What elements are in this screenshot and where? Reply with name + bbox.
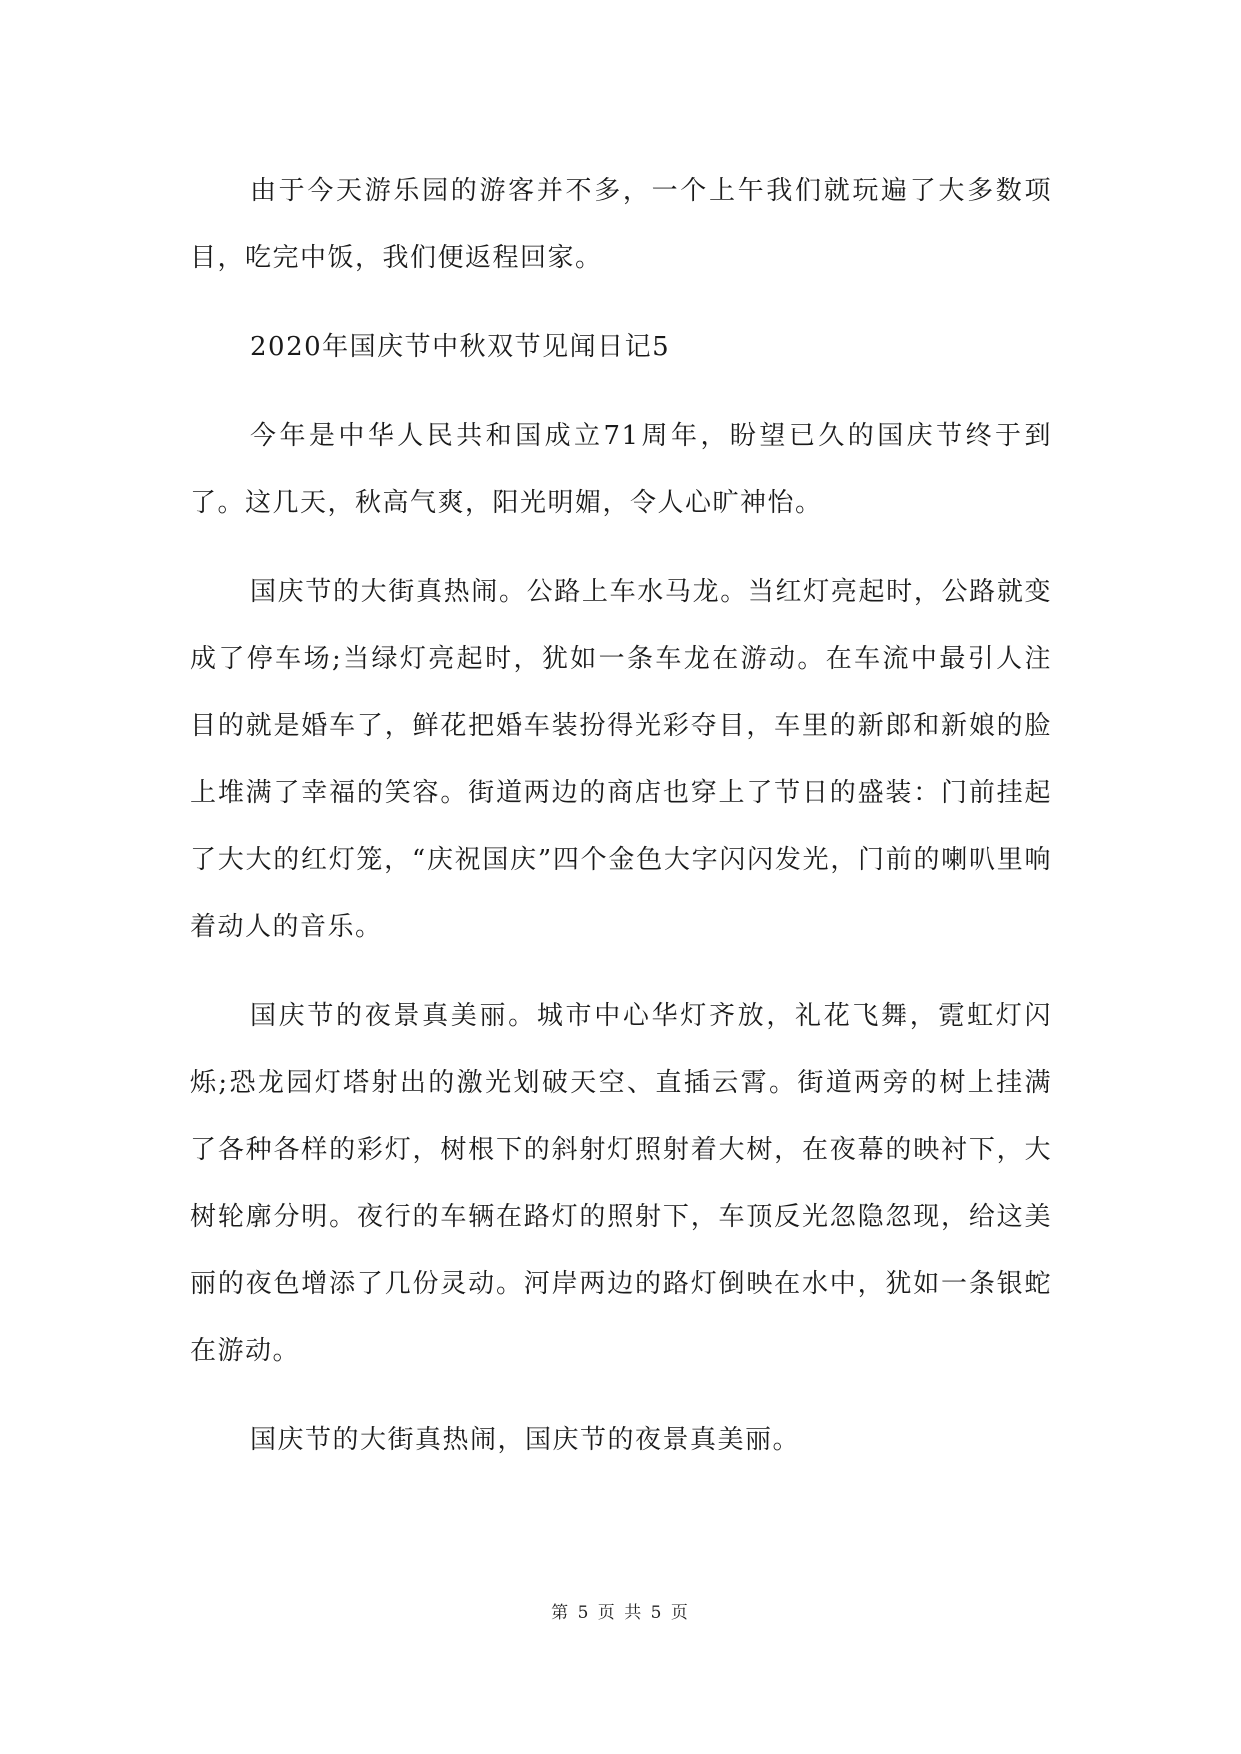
page-number-footer: 第 5 页 共 5 页 <box>551 1603 690 1623</box>
paragraph-anniversary: 今年是中华人民共和国成立71周年，盼望已久的国庆节终于到了。这几天，秋高气爽，阳光明媚，令人心旷神怡。 <box>190 421 1052 518</box>
paragraph-conclusion: 国庆节的大街真热闹，国庆节的夜景真美丽。 <box>250 1425 801 1455</box>
paragraph-park-return: 由于今天游乐园的游客并不多，一个上午我们就玩遍了大多数项目，吃完中饭，我们便返程回家。 <box>190 176 1052 273</box>
document-body <box>190 158 1052 1496</box>
paragraph-busy-streets: 国庆节的大街真热闹。公路上车水马龙。当红灯亮起时，公路就变成了停车场;当绿灯亮起时，犹如一条车龙在游动。在车流中最引人注目的就是婚车了，鲜花把婚车装扮得光彩夺目，车里的新郎和新娘的脸上堆满了幸福的笑容。街道两边的商店也穿上了节日的盛装：门前挂起了大大的红灯笼，“庆祝国庆”四个金色大字闪闪发光，门前的喇叭里响着动人的音乐。 <box>190 577 1052 942</box>
diary-title: 2020年国庆节中秋双节见闻日记5 <box>250 332 671 362</box>
paragraph-night-scene: 国庆节的夜景真美丽。城市中心华灯齐放，礼花飞舞，霓虹灯闪烁;恐龙园灯塔射出的激光划破天空、直插云霄。街道两旁的树上挂满了各种各样的彩灯，树根下的斜射灯照射着大树，在夜幕的映衬下，大树轮廓分明。夜行的车辆在路灯的照射下，车顶反光忽隐忽现，给这美丽的夜色增添了几份灵动。河岸两边的路灯倒映在水中，犹如一条银蛇在游动。 <box>190 1001 1052 1366</box>
